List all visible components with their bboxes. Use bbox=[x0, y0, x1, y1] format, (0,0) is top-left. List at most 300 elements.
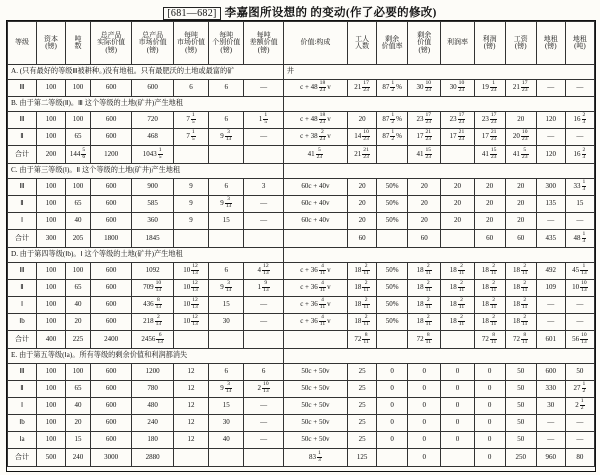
cell-sv-rate bbox=[377, 331, 408, 349]
cell-profit-rate: 18 $\frac{2}{11}$ bbox=[441, 263, 474, 280]
cell-workers: 25 bbox=[348, 415, 377, 432]
cell-mv-per-ton: 6 bbox=[173, 80, 208, 97]
cell-sv: 18 $\frac{2}{11}$ bbox=[408, 297, 441, 314]
cell-wage: 18 $\frac{2}{11}$ bbox=[505, 314, 536, 331]
cell-market-value: 180 bbox=[132, 432, 173, 449]
cell-diff-value: — bbox=[244, 314, 283, 331]
cell-rent-tons: 27 $\frac{1}{2}$ bbox=[565, 381, 594, 398]
section-c-label-right bbox=[283, 164, 594, 179]
section-b-label-right bbox=[283, 97, 594, 112]
cell-capital: 100 bbox=[37, 314, 66, 331]
cell-workers: 14 $\frac{10}{23}$ bbox=[348, 129, 377, 146]
cell-real-value: 3000 bbox=[90, 449, 131, 467]
cell-wage: 41 $\frac{5}{23}$ bbox=[505, 146, 536, 164]
cell-sv: 0 bbox=[408, 432, 441, 449]
cell-profit: 18 $\frac{2}{11}$ bbox=[474, 297, 505, 314]
col-profit-rate: 利润率 bbox=[441, 22, 474, 65]
cell-sv-rate: 0 bbox=[377, 364, 408, 381]
cell-tons: 40 bbox=[66, 297, 91, 314]
cell-workers: 125 bbox=[348, 449, 377, 467]
cell-profit-rate bbox=[441, 449, 474, 467]
cell-sv-rate: 50% bbox=[377, 179, 408, 196]
cell-rent-tons: — bbox=[565, 297, 594, 314]
cell-mv-per-ton bbox=[173, 230, 208, 248]
cell-diff-value: — bbox=[244, 398, 283, 415]
col-profit: 利润 (镑) bbox=[474, 22, 505, 65]
cell-composition: 50c + 50v bbox=[283, 364, 347, 381]
table-row bbox=[8, 129, 595, 146]
cell-tons: 65 bbox=[66, 129, 91, 146]
cell-rent-money: 492 bbox=[536, 263, 565, 280]
cell-iv-per-ton bbox=[209, 331, 244, 349]
cell-composition bbox=[283, 331, 347, 349]
main-table-wrap bbox=[6, 20, 596, 472]
cell-composition: 60c + 40v bbox=[283, 213, 347, 230]
cell-iv-per-ton: 9 $\frac{3}{13}$ bbox=[209, 196, 244, 213]
cell-wage: 50 bbox=[505, 364, 536, 381]
cell-composition: 50c + 50v bbox=[283, 381, 347, 398]
cell-sv-rate: 87 $\frac{1}{2}$ % bbox=[377, 80, 408, 97]
cell-composition: c + 36 $\frac{4}{11}$ v bbox=[283, 280, 347, 297]
cell-workers: 20 bbox=[348, 196, 377, 213]
section-c-label: C. 由于第三等级(Ⅰ)。Ⅱ 这个等级的土地(矿井)产生地租 bbox=[8, 164, 284, 179]
cell-wage: 20 bbox=[505, 112, 536, 129]
page-header bbox=[0, 0, 600, 20]
cell-grade: Ⅲ bbox=[8, 263, 37, 280]
cell-rent-money: — bbox=[536, 297, 565, 314]
cell-profit-rate: 0 bbox=[441, 364, 474, 381]
cell-wage: 20 bbox=[505, 179, 536, 196]
cell-market-value: 480 bbox=[132, 398, 173, 415]
section-d-label: D. 由于第四等级(Ⅰb)。Ⅰ 这个等级的土地(矿井)产生地租 bbox=[8, 248, 284, 263]
cell-total-label: 合计 bbox=[8, 449, 37, 467]
cell-profit-rate bbox=[441, 146, 474, 164]
col-mv-per-ton: 每吨 市场价值 (镑) bbox=[173, 22, 208, 65]
cell-iv-per-ton: 15 bbox=[209, 297, 244, 314]
total-row-d bbox=[8, 331, 595, 349]
cell-market-value: 600 bbox=[132, 80, 173, 97]
cell-wage: 50 bbox=[505, 432, 536, 449]
cell-profit-rate bbox=[441, 331, 474, 349]
cell-tons: 100 bbox=[66, 80, 91, 97]
cell-wage: 50 bbox=[505, 398, 536, 415]
cell-real-value: 600 bbox=[90, 415, 131, 432]
table-row bbox=[8, 314, 595, 331]
table-row bbox=[8, 112, 595, 129]
cell-grade: Ⅱ bbox=[8, 129, 37, 146]
cell-sv: 0 bbox=[408, 398, 441, 415]
table-row bbox=[8, 196, 595, 213]
cell-wage: 250 bbox=[505, 449, 536, 467]
table-header-row bbox=[8, 22, 595, 65]
cell-wage: 20 $\frac{10}{23}$ bbox=[505, 129, 536, 146]
cell-composition: 50c + 50v bbox=[283, 398, 347, 415]
cell-tons: 65 bbox=[66, 280, 91, 297]
cell-grade: Ⅱ bbox=[8, 381, 37, 398]
cell-grade: Ⅰb bbox=[8, 415, 37, 432]
cell-sv: 17 $\frac{21}{23}$ bbox=[408, 129, 441, 146]
cell-composition: 60c + 40v bbox=[283, 196, 347, 213]
cell-wage: 18 $\frac{2}{11}$ bbox=[505, 263, 536, 280]
cell-workers: 18 $\frac{2}{11}$ bbox=[348, 263, 377, 280]
cell-workers: 25 bbox=[348, 398, 377, 415]
cell-iv-per-ton: 40 bbox=[209, 432, 244, 449]
cell-rent-money: — bbox=[536, 314, 565, 331]
cell-profit-rate: 20 bbox=[441, 196, 474, 213]
section-title-d bbox=[8, 248, 595, 263]
cell-tons: 65 bbox=[66, 196, 91, 213]
cell-sv-rate bbox=[377, 146, 408, 164]
cell-rent-money: 120 bbox=[536, 112, 565, 129]
cell-profit-rate bbox=[441, 230, 474, 248]
cell-market-value: 1845 bbox=[132, 230, 173, 248]
cell-rent-money: 300 bbox=[536, 179, 565, 196]
cell-market-value: 360 bbox=[132, 213, 173, 230]
cell-tons: 205 bbox=[66, 230, 91, 248]
cell-sv-rate bbox=[377, 449, 408, 467]
cell-iv-per-ton bbox=[209, 230, 244, 248]
cell-capital: 100 bbox=[37, 213, 66, 230]
cell-rent-money: 600 bbox=[536, 364, 565, 381]
cell-market-value: 2880 bbox=[132, 449, 173, 467]
cell-workers: 60 bbox=[348, 230, 377, 248]
cell-diff-value: 4 $\frac{12}{13}$ bbox=[244, 263, 283, 280]
col-sv: 剩余 价值 (镑) bbox=[408, 22, 441, 65]
cell-composition: c + 38 $\frac{2}{23}$ v bbox=[283, 129, 347, 146]
table-row bbox=[8, 80, 595, 97]
cell-diff-value: — bbox=[244, 432, 283, 449]
cell-mv-per-ton bbox=[173, 331, 208, 349]
cell-composition: 41 $\frac{5}{23}$ bbox=[283, 146, 347, 164]
cell-profit: 20 bbox=[474, 213, 505, 230]
cell-market-value: 2456 $\frac{6}{13}$ bbox=[132, 331, 173, 349]
cell-sv-rate: 50% bbox=[377, 213, 408, 230]
cell-workers: 20 bbox=[348, 213, 377, 230]
cell-profit: 0 bbox=[474, 449, 505, 467]
cell-workers: 20 bbox=[348, 112, 377, 129]
cell-profit: 0 bbox=[474, 381, 505, 398]
cell-rent-money: — bbox=[536, 129, 565, 146]
cell-workers: 72 $\frac{8}{11}$ bbox=[348, 331, 377, 349]
cell-wage: 20 bbox=[505, 196, 536, 213]
cell-profit-rate: 0 bbox=[441, 432, 474, 449]
cell-profit: 0 bbox=[474, 432, 505, 449]
cell-composition: c + 48 $\frac{18}{23}$ v bbox=[283, 80, 347, 97]
cell-wage: 18 $\frac{2}{11}$ bbox=[505, 280, 536, 297]
cell-real-value: 600 bbox=[90, 129, 131, 146]
cell-diff-value bbox=[244, 331, 283, 349]
cell-iv-per-ton: 9 $\frac{3}{13}$ bbox=[209, 280, 244, 297]
table-row bbox=[8, 398, 595, 415]
cell-rent-tons: 16 $\frac{2}{3}$ bbox=[565, 146, 594, 164]
col-wage: 工资 (镑) bbox=[505, 22, 536, 65]
cell-sv: 18 $\frac{2}{11}$ bbox=[408, 314, 441, 331]
cell-sv-rate: 50% bbox=[377, 297, 408, 314]
cell-tons: 100 bbox=[66, 179, 91, 196]
cell-iv-per-ton: 6 bbox=[209, 179, 244, 196]
cell-workers: 25 bbox=[348, 364, 377, 381]
cell-sv-rate: 50% bbox=[377, 196, 408, 213]
cell-sv: 72 $\frac{8}{11}$ bbox=[408, 331, 441, 349]
cell-grade: Ⅰ bbox=[8, 297, 37, 314]
cell-real-value: 600 bbox=[90, 314, 131, 331]
cell-rent-tons: 16 $\frac{2}{3}$ bbox=[565, 112, 594, 129]
cell-sv: 30 $\frac{10}{23}$ bbox=[408, 80, 441, 97]
cell-composition: c + 36 $\frac{4}{11}$ v bbox=[283, 297, 347, 314]
cell-capital: 100 bbox=[37, 297, 66, 314]
cell-sv-rate: 0 bbox=[377, 432, 408, 449]
cell-iv-per-ton: 6 bbox=[209, 263, 244, 280]
cell-profit: 72 $\frac{8}{11}$ bbox=[474, 331, 505, 349]
cell-diff-value bbox=[244, 146, 283, 164]
cell-total-label: 合计 bbox=[8, 146, 37, 164]
cell-rent-money: 135 bbox=[536, 196, 565, 213]
cell-real-value: 600 bbox=[90, 280, 131, 297]
cell-mv-per-ton: 10 $\frac{12}{13}$ bbox=[173, 263, 208, 280]
cell-profit-rate: 30 $\frac{10}{23}$ bbox=[441, 80, 474, 97]
cell-composition: 60c + 40v bbox=[283, 179, 347, 196]
cell-profit: 20 bbox=[474, 179, 505, 196]
cell-rent-tons: — bbox=[565, 80, 594, 97]
cell-real-value: 600 bbox=[90, 80, 131, 97]
cell-profit-rate: 20 bbox=[441, 179, 474, 196]
cell-workers: 25 bbox=[348, 381, 377, 398]
table-row bbox=[8, 213, 595, 230]
cell-sv: 23 $\frac{17}{23}$ bbox=[408, 112, 441, 129]
cell-workers: 20 bbox=[348, 179, 377, 196]
cell-grade: Ⅲ bbox=[8, 80, 37, 97]
cell-rent-money: 30 bbox=[536, 398, 565, 415]
cell-profit: 18 $\frac{2}{11}$ bbox=[474, 263, 505, 280]
cell-diff-value: 1 $\frac{1}{5}$ bbox=[244, 112, 283, 129]
cell-real-value: 600 bbox=[90, 263, 131, 280]
cell-market-value: 709 $\frac{10}{13}$ bbox=[132, 280, 173, 297]
cell-grade: Ⅱ bbox=[8, 280, 37, 297]
cell-capital: 100 bbox=[37, 112, 66, 129]
cell-rent-tons: — bbox=[565, 213, 594, 230]
cell-sv-rate: 87 $\frac{1}{2}$ % bbox=[377, 112, 408, 129]
rent-table bbox=[7, 21, 595, 467]
cell-rent-tons: — bbox=[565, 415, 594, 432]
cell-composition: c + 48 $\frac{18}{23}$ v bbox=[283, 112, 347, 129]
cell-profit: 18 $\frac{2}{11}$ bbox=[474, 280, 505, 297]
cell-market-value: 468 bbox=[132, 129, 173, 146]
cell-real-value: 600 bbox=[90, 112, 131, 129]
cell-profit-rate: 0 bbox=[441, 381, 474, 398]
table-row bbox=[8, 263, 595, 280]
cell-composition bbox=[283, 230, 347, 248]
cell-grade: Ⅲ bbox=[8, 179, 37, 196]
cell-iv-per-ton: 9 $\frac{3}{13}$ bbox=[209, 129, 244, 146]
cell-composition: 50c + 50v bbox=[283, 415, 347, 432]
cell-rent-tons: 15 bbox=[565, 196, 594, 213]
cell-market-value: 585 bbox=[132, 196, 173, 213]
cell-real-value: 1800 bbox=[90, 230, 131, 248]
cell-rent-tons: 56 $\frac{10}{13}$ bbox=[565, 331, 594, 349]
cell-capital: 100 bbox=[37, 129, 66, 146]
cell-rent-tons: 50 bbox=[565, 364, 594, 381]
cell-market-value: 780 bbox=[132, 381, 173, 398]
cell-rent-money: 960 bbox=[536, 449, 565, 467]
col-real-value: 总产品 实际价值 (镑) bbox=[90, 22, 131, 65]
col-workers: 工人 人数 bbox=[348, 22, 377, 65]
cell-rent-money: 435 bbox=[536, 230, 565, 248]
cell-rent-money: 330 bbox=[536, 381, 565, 398]
table-row bbox=[8, 415, 595, 432]
cell-profit: 0 bbox=[474, 364, 505, 381]
cell-real-value: 600 bbox=[90, 381, 131, 398]
cell-diff-value: 6 bbox=[244, 364, 283, 381]
cell-sv: 41 $\frac{15}{23}$ bbox=[408, 146, 441, 164]
cell-rent-tons: — bbox=[565, 314, 594, 331]
section-title-a bbox=[8, 65, 595, 80]
cell-diff-value bbox=[244, 230, 283, 248]
col-composition: 价值:构成 bbox=[283, 22, 347, 65]
cell-sv-rate: 87 $\frac{1}{2}$ % bbox=[377, 129, 408, 146]
cell-capital: 100 bbox=[37, 196, 66, 213]
cell-capital: 300 bbox=[37, 230, 66, 248]
cell-profit-rate: 17 $\frac{21}{23}$ bbox=[441, 129, 474, 146]
total-row-e bbox=[8, 449, 595, 467]
cell-iv-per-ton: 6 bbox=[209, 80, 244, 97]
cell-capital: 100 bbox=[37, 398, 66, 415]
cell-capital: 100 bbox=[37, 280, 66, 297]
cell-sv-rate: 50% bbox=[377, 314, 408, 331]
cell-mv-per-ton: 10 $\frac{12}{13}$ bbox=[173, 280, 208, 297]
cell-market-value: 720 bbox=[132, 112, 173, 129]
cell-iv-per-ton bbox=[209, 146, 244, 164]
table-row bbox=[8, 432, 595, 449]
cell-profit: 23 $\frac{17}{23}$ bbox=[474, 112, 505, 129]
total-row-b bbox=[8, 146, 595, 164]
cell-real-value: 2400 bbox=[90, 331, 131, 349]
cell-total-label: 合计 bbox=[8, 331, 37, 349]
cell-mv-per-ton: 12 bbox=[173, 432, 208, 449]
cell-market-value: 1043 $\frac{1}{5}$ bbox=[132, 146, 173, 164]
cell-diff-value: — bbox=[244, 80, 283, 97]
cell-rent-money: — bbox=[536, 432, 565, 449]
cell-rent-tons: 2 $\frac{1}{2}$ bbox=[565, 398, 594, 415]
cell-profit: 19 $\frac{1}{23}$ bbox=[474, 80, 505, 97]
cell-sv: 18 $\frac{2}{11}$ bbox=[408, 280, 441, 297]
cell-diff-value: — bbox=[244, 129, 283, 146]
cell-rent-money: — bbox=[536, 415, 565, 432]
cell-mv-per-ton: 12 bbox=[173, 364, 208, 381]
section-a-label-right: 井 bbox=[283, 65, 594, 80]
cell-sv: 0 bbox=[408, 364, 441, 381]
cell-diff-value: — bbox=[244, 415, 283, 432]
section-e-label-right bbox=[283, 349, 594, 364]
cell-iv-per-ton: 30 bbox=[209, 314, 244, 331]
cell-rent-tons: 10 $\frac{10}{13}$ bbox=[565, 280, 594, 297]
cell-tons: 225 bbox=[66, 331, 91, 349]
cell-tons: 20 bbox=[66, 415, 91, 432]
cell-tons: 144 $\frac{5}{6}$ bbox=[66, 146, 91, 164]
cell-tons: 100 bbox=[66, 263, 91, 280]
cell-profit: 41 $\frac{15}{23}$ bbox=[474, 146, 505, 164]
total-row-c bbox=[8, 230, 595, 248]
cell-sv-rate: 0 bbox=[377, 381, 408, 398]
cell-wage: 21 $\frac{17}{23}$ bbox=[505, 80, 536, 97]
cell-capital: 100 bbox=[37, 381, 66, 398]
cell-mv-per-ton bbox=[173, 449, 208, 467]
table-row bbox=[8, 381, 595, 398]
cell-real-value: 600 bbox=[90, 432, 131, 449]
cell-diff-value: — bbox=[244, 213, 283, 230]
table-row bbox=[8, 280, 595, 297]
cell-real-value: 600 bbox=[90, 213, 131, 230]
cell-tons: 240 bbox=[66, 449, 91, 467]
cell-profit-rate: 0 bbox=[441, 398, 474, 415]
cell-profit: 0 bbox=[474, 415, 505, 432]
cell-iv-per-ton bbox=[209, 449, 244, 467]
cell-mv-per-ton: 10 $\frac{12}{13}$ bbox=[173, 297, 208, 314]
cell-workers: 25 bbox=[348, 432, 377, 449]
col-tons: 吨 数 bbox=[66, 22, 91, 65]
cell-workers: 21 $\frac{21}{23}$ bbox=[348, 146, 377, 164]
cell-real-value: 600 bbox=[90, 179, 131, 196]
cell-rent-money: — bbox=[536, 213, 565, 230]
cell-diff-value: — bbox=[244, 297, 283, 314]
cell-workers: 21 $\frac{17}{23}$ bbox=[348, 80, 377, 97]
cell-sv: 0 bbox=[408, 449, 441, 467]
cell-capital: 100 bbox=[37, 415, 66, 432]
cell-mv-per-ton: 9 bbox=[173, 196, 208, 213]
cell-grade: Ⅰa bbox=[8, 432, 37, 449]
cell-wage: 50 bbox=[505, 415, 536, 432]
cell-workers: 18 $\frac{2}{11}$ bbox=[348, 314, 377, 331]
cell-market-value: 436 $\frac{8}{13}$ bbox=[132, 297, 173, 314]
col-rent-tons: 地租 (吨) bbox=[565, 22, 594, 65]
cell-profit: 18 $\frac{2}{11}$ bbox=[474, 314, 505, 331]
cell-iv-per-ton: 15 bbox=[209, 213, 244, 230]
cell-profit-rate: 18 $\frac{2}{11}$ bbox=[441, 314, 474, 331]
cell-rent-tons: — bbox=[565, 129, 594, 146]
cell-sv: 20 bbox=[408, 213, 441, 230]
cell-rent-tons: 80 bbox=[565, 449, 594, 467]
col-diff-value: 每吨 差额价值 (镑) bbox=[244, 22, 283, 65]
cell-sv: 20 bbox=[408, 196, 441, 213]
table-row bbox=[8, 364, 595, 381]
cell-market-value: 240 bbox=[132, 415, 173, 432]
cell-iv-per-ton: 9 $\frac{3}{13}$ bbox=[209, 381, 244, 398]
cell-diff-value: 1 $\frac{9}{13}$ bbox=[244, 280, 283, 297]
cell-mv-per-ton: 7 $\frac{1}{5}$ bbox=[173, 112, 208, 129]
cell-real-value: 600 bbox=[90, 398, 131, 415]
section-b-label: B. 由于第二等级(Ⅱ)。Ⅲ 这个等级的土地(矿井)产生地租 bbox=[8, 97, 284, 112]
section-e-label: E. 由于第五等级(Ⅰa)。所有等级的剩余价值和利润都消失 bbox=[8, 349, 284, 364]
cell-workers: 18 $\frac{2}{11}$ bbox=[348, 297, 377, 314]
cell-sv: 0 bbox=[408, 415, 441, 432]
section-a-label-left: A. (只有最好的等级Ⅲ被耕种。)没有地租。只有最肥沃的土地或最富的矿 bbox=[8, 65, 284, 80]
cell-profit: 0 bbox=[474, 398, 505, 415]
cell-market-value: 1200 bbox=[132, 364, 173, 381]
cell-grade: Ⅰb bbox=[8, 314, 37, 331]
cell-profit-rate: 20 bbox=[441, 213, 474, 230]
cell-tons: 20 bbox=[66, 314, 91, 331]
cell-real-value: 600 bbox=[90, 297, 131, 314]
col-grade: 等级 bbox=[8, 22, 37, 65]
cell-real-value: 600 bbox=[90, 364, 131, 381]
cell-wage: 72 $\frac{8}{11}$ bbox=[505, 331, 536, 349]
cell-wage: 50 bbox=[505, 381, 536, 398]
cell-capital: 500 bbox=[37, 449, 66, 467]
section-title-b bbox=[8, 97, 595, 112]
cell-capital: 100 bbox=[37, 432, 66, 449]
cell-iv-per-ton: 15 bbox=[209, 398, 244, 415]
cell-tons: 100 bbox=[66, 364, 91, 381]
cell-composition: 50c + 50v bbox=[283, 432, 347, 449]
